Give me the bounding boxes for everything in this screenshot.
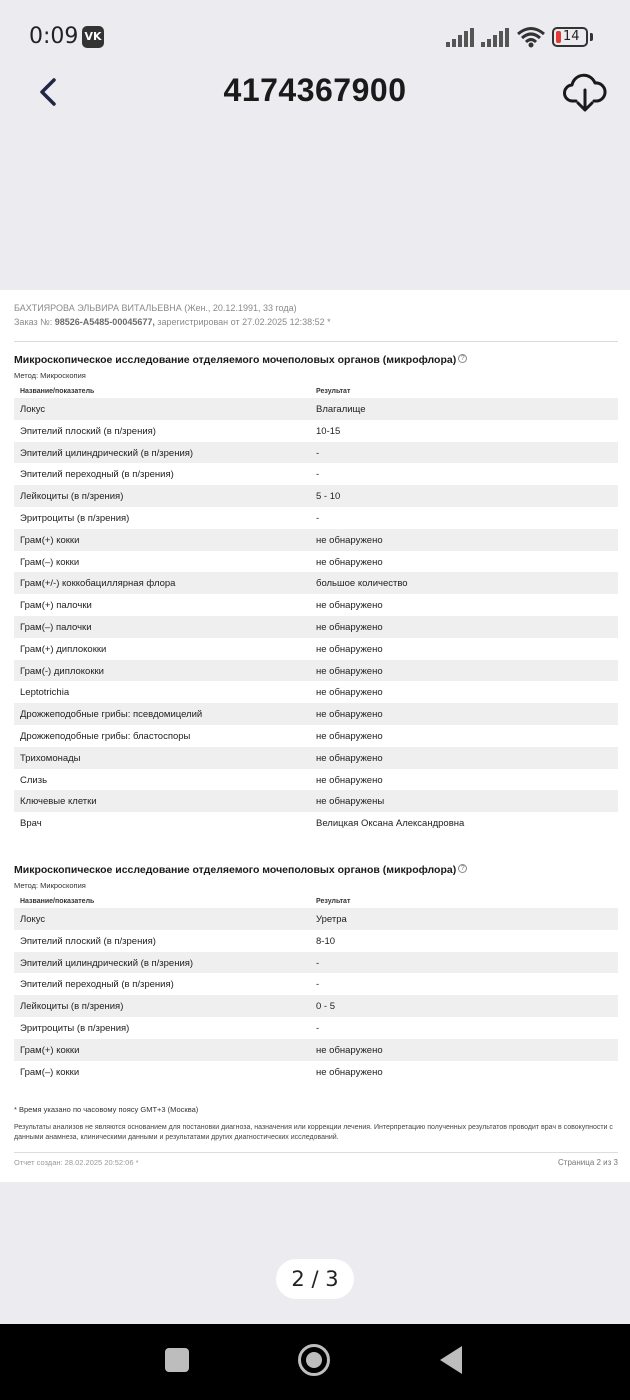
table-row bbox=[14, 1061, 618, 1083]
row-result: не обнаружено bbox=[316, 643, 383, 655]
row-result: не обнаружено bbox=[316, 687, 383, 699]
row-name: Эпителий переходный (в п/зрения) bbox=[20, 469, 174, 481]
navigation-bar bbox=[0, 1324, 630, 1400]
table-row bbox=[14, 747, 618, 769]
row-name: Грам(+) палочки bbox=[20, 600, 92, 612]
order-number: 98526-A5485-00045677, bbox=[54, 317, 155, 327]
row-result: 0 - 5 bbox=[316, 1001, 336, 1013]
table-row bbox=[14, 973, 618, 995]
row-result: - bbox=[316, 469, 320, 481]
table-row bbox=[14, 442, 618, 464]
table-row bbox=[14, 769, 618, 791]
row-result: не обнаружено bbox=[316, 730, 383, 742]
col-name-header: Название/показатель bbox=[20, 388, 95, 395]
triangle-back-icon[interactable] bbox=[440, 1346, 462, 1374]
table-row bbox=[14, 952, 618, 974]
row-name: Эритроциты (в п/зрения) bbox=[20, 1022, 130, 1034]
document-title: 4174367900 bbox=[223, 72, 407, 108]
table-row bbox=[14, 812, 618, 834]
table-row bbox=[14, 908, 618, 930]
section-title: Микроскопическое исследование отделяемого мочеполовых органов (микрофлора) ? bbox=[14, 354, 618, 366]
clock: 0:09 bbox=[29, 24, 79, 49]
table-row bbox=[14, 790, 618, 812]
row-result: Велицкая Оксана Александровна bbox=[316, 818, 465, 830]
battery-percent: 14 bbox=[563, 29, 580, 44]
table-row bbox=[14, 594, 618, 616]
patient-info: БАХТИЯРОВА ЭЛЬВИРА ВИТАЛЬЕВНА (Жен., 20.12.1991, 33 года) bbox=[14, 303, 297, 313]
row-result: не обнаружено bbox=[316, 1044, 383, 1056]
info-icon[interactable]: ? bbox=[458, 354, 467, 363]
table-row bbox=[14, 660, 618, 682]
table-row bbox=[14, 725, 618, 747]
results-table bbox=[14, 908, 618, 1082]
row-result: Уретра bbox=[316, 914, 347, 925]
row-result: Влагалище bbox=[316, 404, 366, 415]
col-result-header: Результат bbox=[316, 898, 351, 905]
divider bbox=[14, 341, 618, 342]
row-result: 10-15 bbox=[316, 425, 341, 437]
row-name: Локус bbox=[20, 914, 46, 925]
row-result: не обнаружено bbox=[316, 665, 383, 677]
row-name: Эпителий цилиндрический (в п/зрения) bbox=[20, 447, 194, 459]
col-name-header: Название/показатель bbox=[20, 898, 95, 905]
row-name: Ключевые клетки bbox=[20, 796, 97, 808]
row-result: - bbox=[316, 1022, 320, 1034]
row-name: Эпителий цилиндрический (в п/зрения) bbox=[20, 957, 194, 969]
signal-icon bbox=[481, 28, 511, 48]
table-row bbox=[14, 995, 618, 1017]
row-name: Грам(+) кокки bbox=[20, 1044, 80, 1056]
wifi-icon bbox=[516, 26, 546, 48]
battery-icon bbox=[552, 27, 588, 47]
table-row bbox=[14, 463, 618, 485]
row-name: Дрожжеподобные грибы: псевдомицелий bbox=[20, 709, 203, 721]
row-result: 5 - 10 bbox=[316, 491, 341, 503]
results-table bbox=[14, 398, 618, 834]
row-name: Грам(–) кокки bbox=[20, 556, 80, 568]
row-name: Эпителий плоский (в п/зрения) bbox=[20, 425, 156, 437]
row-result: не обнаружено bbox=[316, 534, 383, 546]
vk-app-icon: VK bbox=[82, 26, 104, 48]
row-result: не обнаружено bbox=[316, 709, 383, 721]
row-name: Лейкоциты (в п/зрения) bbox=[20, 491, 124, 503]
row-result: - bbox=[316, 979, 320, 991]
document-page bbox=[0, 290, 630, 1182]
row-result: не обнаружено bbox=[316, 752, 383, 764]
row-name: Лейкоциты (в п/зрения) bbox=[20, 1001, 124, 1013]
row-name: Грам(–) кокки bbox=[20, 1066, 80, 1078]
row-name: Грам(+/-) коккобациллярная флора bbox=[20, 578, 176, 590]
table-row bbox=[14, 507, 618, 529]
table-row bbox=[14, 638, 618, 660]
table-row bbox=[14, 703, 618, 725]
disclaimer: Результаты анализов не являются основанием для постановки диагноза, назначения или коррекции лечения. Интерпретацию полученных результатов проводит врач в совокупности с данными анамнеза, клиническими данными и результатами других диагностических исследований. bbox=[14, 1124, 613, 1141]
table-header bbox=[14, 894, 618, 908]
row-result: не обнаружено bbox=[316, 774, 383, 786]
table-row bbox=[14, 572, 618, 594]
row-name: Эпителий плоский (в п/зрения) bbox=[20, 935, 156, 947]
circle-icon[interactable] bbox=[298, 1344, 330, 1376]
table-row bbox=[14, 529, 618, 551]
row-result: большое количество bbox=[316, 578, 408, 590]
row-result: не обнаружено bbox=[316, 556, 383, 568]
table-row bbox=[14, 398, 618, 420]
row-result: 8-10 bbox=[316, 935, 336, 947]
page-indicator: 2 / 3 bbox=[276, 1259, 354, 1299]
row-result: не обнаружено bbox=[316, 621, 383, 633]
table-row bbox=[14, 681, 618, 703]
signal-icon bbox=[446, 28, 476, 48]
row-result: не обнаружено bbox=[316, 600, 383, 612]
results-section-urethra bbox=[14, 864, 618, 1082]
row-result: - bbox=[316, 512, 320, 524]
row-name: Грам(+) диплококки bbox=[20, 643, 107, 655]
table-row bbox=[14, 1017, 618, 1039]
order-info bbox=[14, 317, 331, 327]
order-suffix: зарегистрирован от 27.02.2025 12:38:52 * bbox=[154, 317, 331, 327]
row-name: Эритроциты (в п/зрения) bbox=[20, 512, 130, 524]
battery-level bbox=[556, 31, 561, 43]
row-name: Врач bbox=[20, 818, 42, 830]
cloud-download-icon bbox=[562, 72, 608, 114]
battery-tip bbox=[590, 33, 593, 41]
results-section-vagina bbox=[14, 354, 618, 834]
section-title: Микроскопическое исследование отделяемого мочеполовых органов (микрофлора) ? bbox=[14, 864, 618, 876]
page-number: Страница 2 из 3 bbox=[558, 1158, 618, 1167]
row-result: - bbox=[316, 447, 320, 459]
square-icon[interactable] bbox=[165, 1348, 189, 1372]
row-result: не обнаружены bbox=[316, 796, 385, 808]
row-name: Трихомонады bbox=[20, 752, 81, 764]
table-header bbox=[14, 384, 618, 398]
report-created: Отчет создан: 28.02.2025 20:52:06 * bbox=[14, 1158, 139, 1167]
row-result: не обнаружено bbox=[316, 1066, 383, 1078]
divider bbox=[14, 1152, 618, 1153]
method-label: Метод: Микроскопия bbox=[14, 371, 86, 380]
method-label: Метод: Микроскопия bbox=[14, 881, 86, 890]
row-name: Leptotrichia bbox=[20, 687, 70, 699]
status-bar bbox=[0, 0, 630, 70]
table-row bbox=[14, 930, 618, 952]
table-row bbox=[14, 551, 618, 573]
table-row bbox=[14, 616, 618, 638]
col-result-header: Результат bbox=[316, 388, 351, 395]
row-name: Эпителий переходный (в п/зрения) bbox=[20, 979, 174, 991]
row-result: - bbox=[316, 957, 320, 969]
download-button[interactable] bbox=[562, 72, 608, 114]
row-name: Грам(+) кокки bbox=[20, 534, 80, 546]
table-row bbox=[14, 420, 618, 442]
order-prefix: Заказ №: bbox=[14, 317, 55, 327]
row-name: Слизь bbox=[20, 774, 48, 786]
table-row bbox=[14, 485, 618, 507]
row-name: Грам(-) диплококки bbox=[20, 665, 104, 677]
row-name: Локус bbox=[20, 404, 46, 415]
row-name: Дрожжеподобные грибы: бластоспоры bbox=[20, 730, 191, 742]
table-row bbox=[14, 1039, 618, 1061]
timezone-note: * Время указано по часовому поясу GMT+3 (Москва) bbox=[14, 1105, 199, 1114]
row-name: Грам(–) палочки bbox=[20, 621, 92, 633]
info-icon[interactable]: ? bbox=[458, 864, 467, 873]
